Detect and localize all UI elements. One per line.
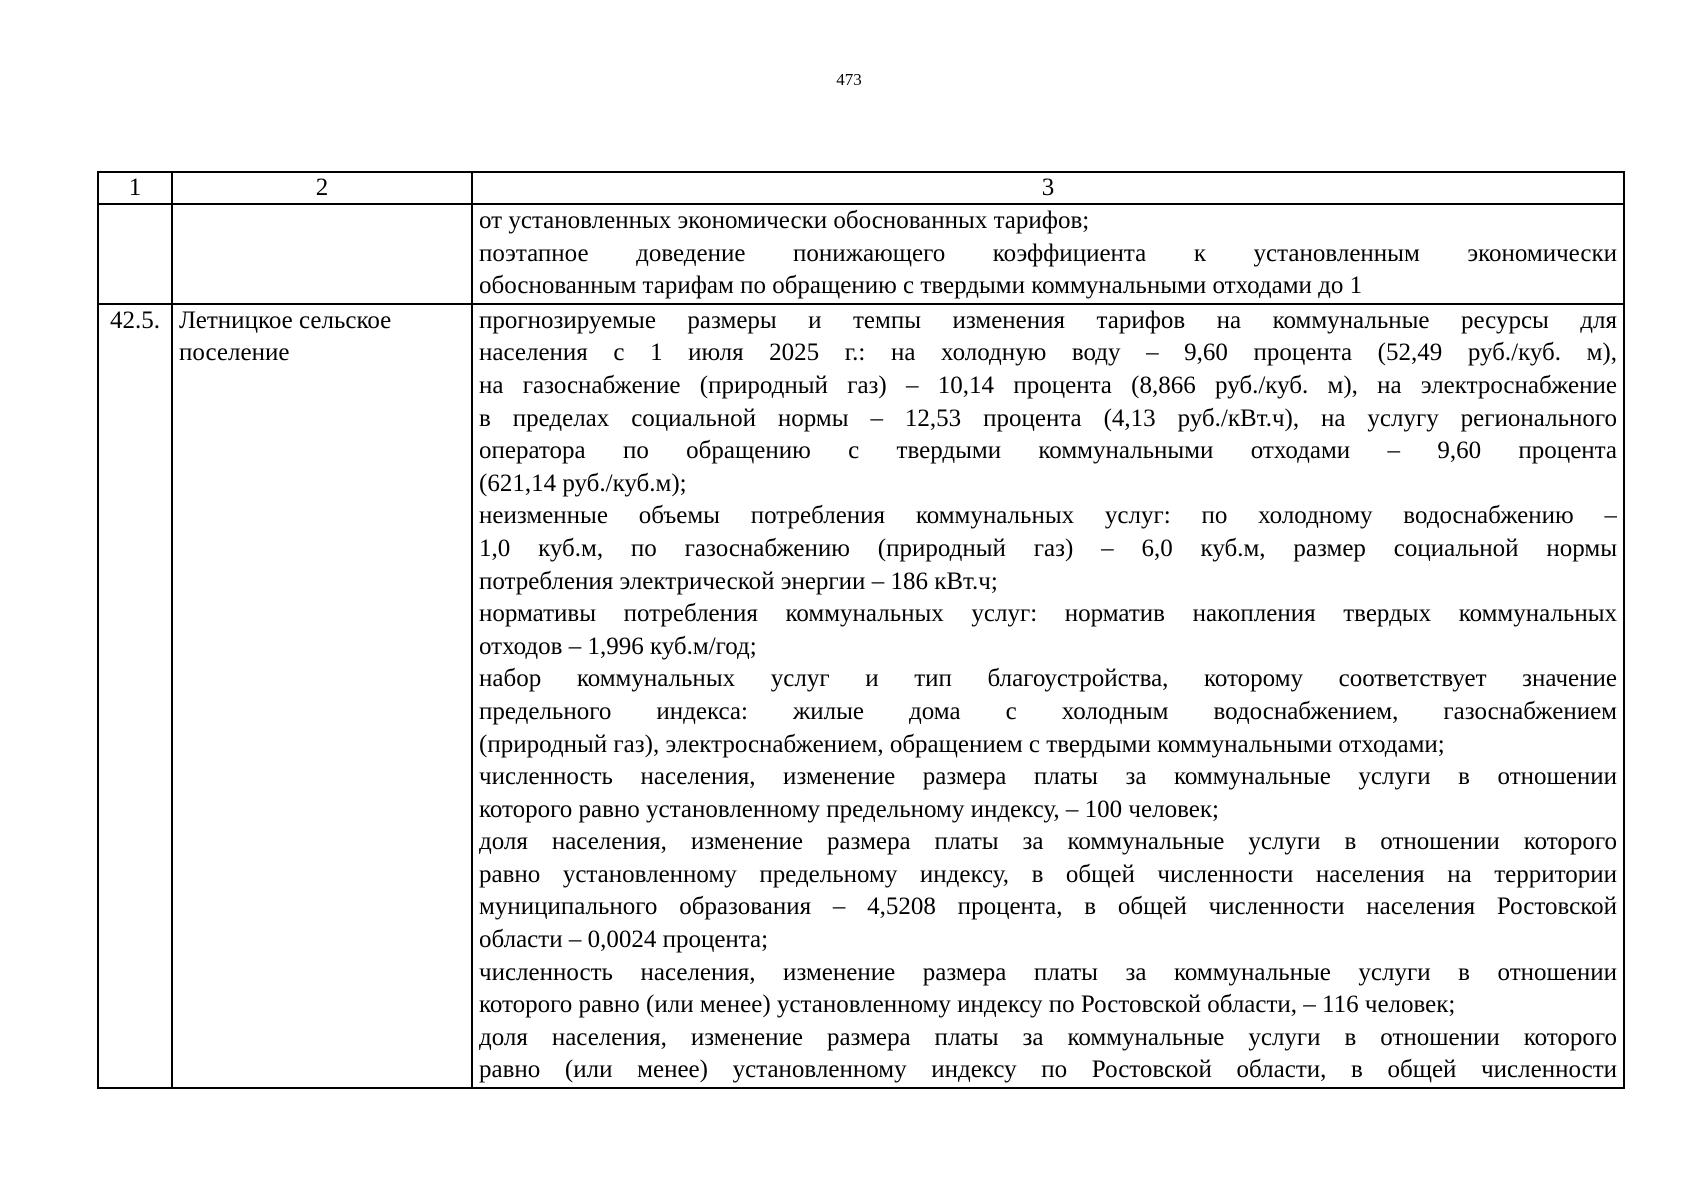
settlement-name — [172, 304, 472, 1088]
text-line: набор коммунальных услуг и тип благоустройства, которому соответствует значение — [479, 665, 1617, 693]
continuation-number-cell — [98, 204, 172, 304]
text-line: численность населения, изменение размера платы за коммунальные услуги в отношении — [479, 763, 1617, 791]
text-line: предельного индекса: жилые дома с холодным водоснабжением, газоснабжением — [479, 697, 1617, 725]
text-line: доля населения, изменение размера платы за коммунальные услуги в отношении которого — [479, 828, 1617, 856]
tariff-description-cell — [472, 304, 1624, 1088]
text-line: 1,0 куб.м, по газоснабжению (природный газ) – 6,0 куб.м, размер социальной нормы — [479, 534, 1617, 562]
text-line: населения с 1 июля 2025 г.: на холодную воду – 9,60 процента (52,49 руб./куб. м), — [479, 339, 1617, 367]
text-line: нормативы потребления коммунальных услуг: норматив накопления твердых коммунальных — [479, 600, 1617, 628]
text-line: области – 0,0024 процента; — [479, 926, 769, 954]
table-header-row — [98, 172, 1624, 204]
text-line: равно (или менее) установленному индексу по Ростовской области, в общей численности — [479, 1056, 1617, 1084]
text-line: неизменные объемы потребления коммунальных услуг: по холодному водоснабжению – — [479, 502, 1617, 530]
text-line: оператора по обращению с твердыми коммунальными отходами – 9,60 процента — [479, 437, 1617, 465]
text-line: муниципального образования – 4,5208 процента, в общей численности населения Ростовской — [479, 893, 1617, 921]
tariff-table — [97, 171, 1625, 1089]
continuation-settlement-cell — [172, 204, 472, 304]
text-line: равно установленному предельному индексу, в общей численности населения на территории — [479, 860, 1617, 888]
continuation-row — [98, 204, 1624, 304]
text-line: на газоснабжение (природный газ) – 10,14 процента (8,866 руб./куб. м), на электроснабжение — [479, 371, 1617, 399]
text-line: поэтапное доведение понижающего коэффициента к установленным экономически — [479, 239, 1617, 267]
text-line: обоснованным тарифам по обращению с твердыми коммунальными отходами до 1 — [479, 272, 1363, 300]
text-line: (621,14 руб./куб.м); — [479, 469, 687, 497]
row-number: 42.5. — [98, 304, 172, 1088]
table-row-42-5 — [98, 304, 1624, 1088]
text-line: которого равно установленному предельному индексу, – 100 человек; — [479, 795, 1219, 823]
text-line: отходов – 1,996 куб.м/год; — [479, 632, 757, 660]
header-cell-1: 1 — [98, 172, 172, 204]
text-line: доля населения, изменение размера платы за коммунальные услуги в отношении которого — [479, 1023, 1617, 1051]
page-number: 473 — [836, 70, 862, 89]
settlement-name-line: поселение — [179, 339, 290, 367]
text-line: численность населения, изменение размера платы за коммунальные услуги в отношении — [479, 958, 1617, 986]
text-line: от установленных экономически обоснованных тарифов; — [479, 207, 1090, 234]
settlement-name-line: Летницкое сельское — [179, 306, 392, 334]
continuation-text-cell — [472, 204, 1624, 304]
header-cell-3: 3 — [472, 172, 1624, 204]
text-line: которого равно (или менее) установленному индексу по Ростовской области, – 116 человек; — [479, 991, 1456, 1019]
text-line: (природный газ), электроснабжением, обращением с твердыми коммунальными отходами; — [479, 730, 1445, 758]
text-line: прогнозируемые размеры и темпы изменения тарифов на коммунальные ресурсы для — [479, 306, 1617, 334]
text-line: в пределах социальной нормы – 12,53 процента (4,13 руб./кВт.ч), на услугу регионального — [479, 404, 1617, 432]
header-cell-2: 2 — [172, 172, 472, 204]
text-line: потребления электрической энергии – 186 кВт.ч; — [479, 567, 998, 595]
